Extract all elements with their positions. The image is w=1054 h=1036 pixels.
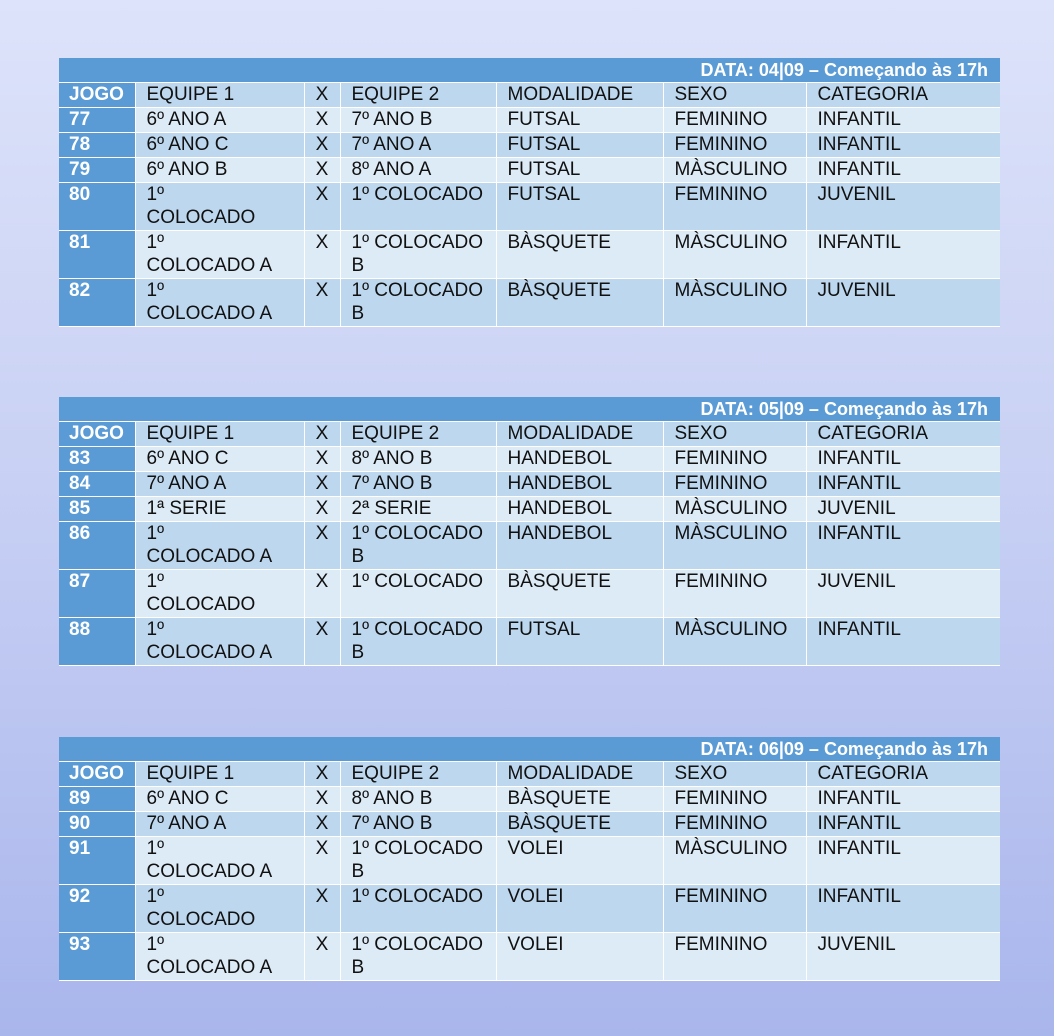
category-cell: JUVENIL <box>806 933 1000 981</box>
team-2-cell: 8º ANO B <box>340 447 496 472</box>
versus-mark: X <box>304 570 340 618</box>
gender-cell: FEMININO <box>663 447 806 472</box>
team-1-line-2: COLOCADO <box>146 909 256 930</box>
team-1-cell <box>135 618 304 666</box>
versus-mark: X <box>304 279 340 327</box>
team-2-cell: 1º COLOCADO <box>340 885 496 933</box>
category-cell: JUVENIL <box>806 279 1000 327</box>
category-cell: INFANTIL <box>806 787 1000 812</box>
team-2-cell: 1º COLOCADO B <box>340 279 496 327</box>
table-row <box>59 837 1000 885</box>
schedule-table-2 <box>59 397 1000 666</box>
team-1-line-2: COLOCADO A <box>146 546 273 567</box>
versus-mark: X <box>304 885 340 933</box>
versus-mark: X <box>304 812 340 837</box>
category-cell: INFANTIL <box>806 231 1000 279</box>
team-1-line-1: 1º <box>146 523 165 544</box>
category-cell: INFANTIL <box>806 885 1000 933</box>
team-1-cell <box>135 812 304 837</box>
versus-mark: X <box>304 933 340 981</box>
game-number: 85 <box>59 497 135 522</box>
modality-cell: BÀSQUETE <box>496 570 663 618</box>
date-row <box>59 397 1000 422</box>
table-row <box>59 133 1000 158</box>
category-cell: INFANTIL <box>806 618 1000 666</box>
team-2-cell: 1º COLOCADO B <box>340 231 496 279</box>
versus-mark: X <box>304 497 340 522</box>
modality-cell: HANDEBOL <box>496 472 663 497</box>
team-1-line-1: 6º ANO A <box>146 109 227 130</box>
modality-cell: HANDEBOL <box>496 447 663 472</box>
versus-mark: X <box>304 837 340 885</box>
team-1-line-1: 1º <box>146 280 165 301</box>
team-1-line-2: COLOCADO A <box>146 642 273 663</box>
modality-cell: FUTSAL <box>496 133 663 158</box>
team-1-line-1: 1º <box>146 184 165 205</box>
versus-mark: X <box>304 472 340 497</box>
gender-cell: MÀSCULINO <box>663 158 806 183</box>
game-number: 84 <box>59 472 135 497</box>
game-number: 88 <box>59 618 135 666</box>
gender-cell: FEMININO <box>663 787 806 812</box>
gender-cell: MÀSCULINO <box>663 497 806 522</box>
header-modalidade: MODALIDADE <box>496 83 663 108</box>
table-row <box>59 618 1000 666</box>
header-equipe1: EQUIPE 1 <box>135 762 304 787</box>
team-2-cell: 1º COLOCADO B <box>340 618 496 666</box>
game-number: 77 <box>59 108 135 133</box>
modality-cell: BÀSQUETE <box>496 812 663 837</box>
table-row <box>59 787 1000 812</box>
header-sexo: SEXO <box>663 83 806 108</box>
schedule-table-1 <box>59 58 1000 327</box>
header-jogo: JOGO <box>59 422 135 447</box>
category-cell: INFANTIL <box>806 133 1000 158</box>
modality-cell: BÀSQUETE <box>496 279 663 327</box>
team-2-cell: 1º COLOCADO <box>340 570 496 618</box>
team-2-cell: 8º ANO A <box>340 158 496 183</box>
versus-mark: X <box>304 108 340 133</box>
team-1-line-1: 1º <box>146 232 165 253</box>
team-2-cell: 7º ANO B <box>340 472 496 497</box>
table-row <box>59 183 1000 231</box>
team-1-cell <box>135 885 304 933</box>
modality-cell: BÀSQUETE <box>496 787 663 812</box>
table-row <box>59 570 1000 618</box>
schedule-table-3 <box>59 737 1000 981</box>
header-row <box>59 762 1000 787</box>
team-1-cell <box>135 231 304 279</box>
header-modalidade: MODALIDADE <box>496 422 663 447</box>
table-row <box>59 231 1000 279</box>
game-number: 87 <box>59 570 135 618</box>
table-row <box>59 885 1000 933</box>
game-number: 90 <box>59 812 135 837</box>
game-number: 93 <box>59 933 135 981</box>
team-1-cell <box>135 447 304 472</box>
header-equipe2: EQUIPE 2 <box>340 83 496 108</box>
modality-cell: BÀSQUETE <box>496 231 663 279</box>
team-1-cell <box>135 522 304 570</box>
gender-cell: FEMININO <box>663 108 806 133</box>
team-1-line-1: 6º ANO C <box>146 448 229 469</box>
modality-cell: VOLEI <box>496 837 663 885</box>
team-2-cell: 7º ANO B <box>340 108 496 133</box>
modality-cell: FUTSAL <box>496 158 663 183</box>
versus-mark: X <box>304 447 340 472</box>
gender-cell: MÀSCULINO <box>663 231 806 279</box>
header-categoria: CATEGORIA <box>806 422 1000 447</box>
table-row <box>59 279 1000 327</box>
gender-cell: FEMININO <box>663 570 806 618</box>
team-1-cell <box>135 837 304 885</box>
versus-mark: X <box>304 231 340 279</box>
team-2-cell: 1º COLOCADO <box>340 183 496 231</box>
category-cell: INFANTIL <box>806 837 1000 885</box>
header-jogo: JOGO <box>59 762 135 787</box>
team-2-cell: 1º COLOCADO B <box>340 837 496 885</box>
table-row <box>59 812 1000 837</box>
header-equipe2: EQUIPE 2 <box>340 422 496 447</box>
category-cell: INFANTIL <box>806 522 1000 570</box>
team-2-cell: 2ª SERIE <box>340 497 496 522</box>
table-row <box>59 472 1000 497</box>
team-1-line-1: 1º <box>146 934 165 955</box>
gender-cell: MÀSCULINO <box>663 522 806 570</box>
team-2-cell: 1º COLOCADO B <box>340 522 496 570</box>
team-1-line-1: 1ª SERIE <box>146 498 227 519</box>
category-cell: INFANTIL <box>806 812 1000 837</box>
team-1-cell <box>135 497 304 522</box>
table-row <box>59 522 1000 570</box>
games-table <box>59 737 1000 981</box>
table-row <box>59 108 1000 133</box>
versus-mark: X <box>304 618 340 666</box>
table-row <box>59 158 1000 183</box>
date-row <box>59 58 1000 83</box>
category-cell: INFANTIL <box>806 158 1000 183</box>
versus-mark: X <box>304 522 340 570</box>
category-cell: INFANTIL <box>806 447 1000 472</box>
category-cell: INFANTIL <box>806 472 1000 497</box>
header-row <box>59 83 1000 108</box>
team-1-line-1: 1º <box>146 571 165 592</box>
date-row <box>59 737 1000 762</box>
modality-cell: FUTSAL <box>496 183 663 231</box>
versus-mark: X <box>304 183 340 231</box>
game-number: 82 <box>59 279 135 327</box>
category-cell: JUVENIL <box>806 570 1000 618</box>
header-x: X <box>304 762 340 787</box>
gender-cell: MÀSCULINO <box>663 618 806 666</box>
team-1-cell <box>135 158 304 183</box>
game-number: 79 <box>59 158 135 183</box>
date-label: DATA: 04|09 – Começando às 17h <box>59 58 1000 83</box>
table-row <box>59 933 1000 981</box>
header-equipe1: EQUIPE 1 <box>135 83 304 108</box>
game-number: 91 <box>59 837 135 885</box>
team-1-line-2: COLOCADO <box>146 207 256 228</box>
gender-cell: FEMININO <box>663 183 806 231</box>
team-1-cell <box>135 933 304 981</box>
header-categoria: CATEGORIA <box>806 762 1000 787</box>
team-1-cell <box>135 472 304 497</box>
versus-mark: X <box>304 787 340 812</box>
team-1-cell <box>135 133 304 158</box>
team-2-cell: 8º ANO B <box>340 787 496 812</box>
category-cell: INFANTIL <box>806 108 1000 133</box>
team-1-line-1: 6º ANO B <box>146 159 228 180</box>
category-cell: JUVENIL <box>806 183 1000 231</box>
gender-cell: MÀSCULINO <box>663 837 806 885</box>
team-1-line-1: 7º ANO A <box>146 473 227 494</box>
header-sexo: SEXO <box>663 422 806 447</box>
team-2-cell: 7º ANO B <box>340 812 496 837</box>
game-number: 81 <box>59 231 135 279</box>
games-table <box>59 58 1000 327</box>
header-categoria: CATEGORIA <box>806 83 1000 108</box>
gender-cell: MÀSCULINO <box>663 279 806 327</box>
modality-cell: HANDEBOL <box>496 522 663 570</box>
header-equipe1: EQUIPE 1 <box>135 422 304 447</box>
table-row <box>59 497 1000 522</box>
games-table <box>59 397 1000 666</box>
game-number: 89 <box>59 787 135 812</box>
header-sexo: SEXO <box>663 762 806 787</box>
team-1-line-1: 6º ANO C <box>146 134 229 155</box>
game-number: 78 <box>59 133 135 158</box>
versus-mark: X <box>304 133 340 158</box>
modality-cell: FUTSAL <box>496 108 663 133</box>
team-1-cell <box>135 570 304 618</box>
header-equipe2: EQUIPE 2 <box>340 762 496 787</box>
team-1-cell <box>135 108 304 133</box>
header-row <box>59 422 1000 447</box>
team-2-cell: 1º COLOCADO B <box>340 933 496 981</box>
header-x: X <box>304 83 340 108</box>
team-1-cell <box>135 787 304 812</box>
date-label: DATA: 06|09 – Começando às 17h <box>59 737 1000 762</box>
team-1-line-2: COLOCADO A <box>146 255 273 276</box>
team-2-cell: 7º ANO A <box>340 133 496 158</box>
team-1-cell <box>135 183 304 231</box>
category-cell: JUVENIL <box>806 497 1000 522</box>
modality-cell: HANDEBOL <box>496 497 663 522</box>
modality-cell: FUTSAL <box>496 618 663 666</box>
team-1-line-2: COLOCADO A <box>146 957 273 978</box>
team-1-line-1: 1º <box>146 619 165 640</box>
team-1-line-2: COLOCADO A <box>146 861 273 882</box>
team-1-line-2: COLOCADO A <box>146 303 273 324</box>
game-number: 86 <box>59 522 135 570</box>
header-modalidade: MODALIDADE <box>496 762 663 787</box>
gender-cell: FEMININO <box>663 885 806 933</box>
game-number: 80 <box>59 183 135 231</box>
team-1-line-2: COLOCADO <box>146 594 256 615</box>
team-1-line-1: 7º ANO A <box>146 813 227 834</box>
team-1-line-1: 1º <box>146 838 165 859</box>
gender-cell: FEMININO <box>663 133 806 158</box>
table-row <box>59 447 1000 472</box>
header-x: X <box>304 422 340 447</box>
date-label: DATA: 05|09 – Começando às 17h <box>59 397 1000 422</box>
header-jogo: JOGO <box>59 83 135 108</box>
gender-cell: FEMININO <box>663 933 806 981</box>
team-1-line-1: 1º <box>146 886 165 907</box>
team-1-cell <box>135 279 304 327</box>
versus-mark: X <box>304 158 340 183</box>
gender-cell: FEMININO <box>663 472 806 497</box>
gender-cell: FEMININO <box>663 812 806 837</box>
modality-cell: VOLEI <box>496 933 663 981</box>
game-number: 92 <box>59 885 135 933</box>
modality-cell: VOLEI <box>496 885 663 933</box>
team-1-line-1: 6º ANO C <box>146 788 229 809</box>
game-number: 83 <box>59 447 135 472</box>
